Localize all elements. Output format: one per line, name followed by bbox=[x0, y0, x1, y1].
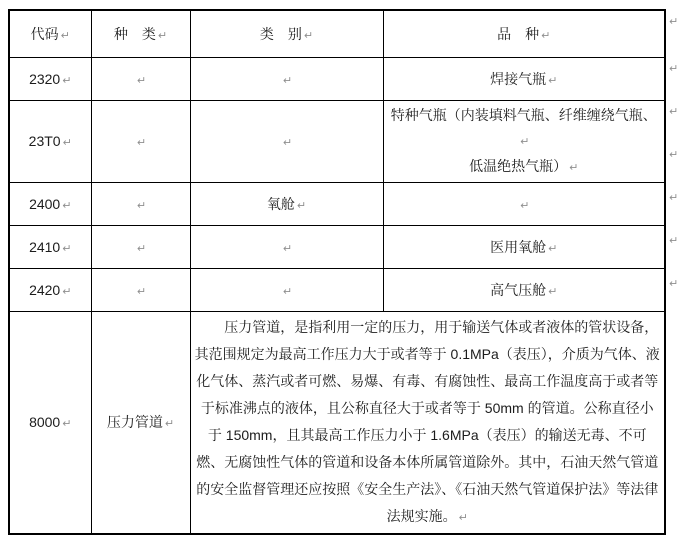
end-of-row-mark-icon: ↵ bbox=[669, 191, 679, 204]
code-value: 2320 bbox=[29, 70, 61, 87]
variety-line-1 bbox=[388, 103, 661, 154]
paragraph-mark-icon: ↵ bbox=[282, 241, 293, 255]
paragraph-mark-icon: ↵ bbox=[62, 417, 72, 430]
kind-value: 压力管道 bbox=[106, 414, 163, 430]
pressure-pipe-definition bbox=[195, 314, 661, 531]
category-value: 氧舱 bbox=[266, 195, 295, 212]
cell-variety bbox=[383, 225, 665, 268]
cell-variety bbox=[383, 57, 665, 100]
header-category-label: 类 别 bbox=[259, 25, 302, 42]
paragraph-mark-icon: ↵ bbox=[164, 417, 175, 430]
header-code bbox=[9, 10, 91, 57]
cell-kind bbox=[91, 311, 190, 534]
document-page bbox=[8, 9, 666, 535]
variety-line-2 bbox=[388, 154, 661, 180]
header-kind-label: 种 类 bbox=[113, 25, 156, 42]
variety-value: 特种气瓶（内装填料气瓶、纤维缠绕气瓶、 bbox=[390, 106, 657, 123]
code-value: 2400 bbox=[29, 195, 61, 212]
header-category bbox=[190, 10, 383, 57]
paragraph-mark-icon: ↵ bbox=[303, 28, 314, 42]
cell-kind-empty bbox=[91, 225, 190, 268]
cell-variety bbox=[383, 268, 665, 311]
paragraph-mark-icon: ↵ bbox=[520, 134, 530, 148]
paragraph-mark-icon: ↵ bbox=[62, 136, 72, 149]
cell-variety bbox=[383, 100, 665, 182]
cell-variety-empty bbox=[383, 182, 665, 225]
code-value: 8000 bbox=[29, 414, 61, 430]
table-row bbox=[9, 182, 665, 225]
paragraph-mark-icon: ↵ bbox=[541, 28, 551, 42]
cell-category-empty bbox=[190, 268, 383, 311]
cell-kind-empty bbox=[91, 182, 190, 225]
paragraph-mark-icon: ↵ bbox=[548, 284, 558, 298]
end-of-row-mark-icon: ↵ bbox=[669, 234, 679, 247]
table-row bbox=[9, 57, 665, 100]
paragraph-mark-icon: ↵ bbox=[520, 198, 530, 212]
variety-multiline bbox=[388, 103, 661, 180]
paragraph-mark-icon: ↵ bbox=[296, 198, 307, 212]
paragraph-mark-icon: ↵ bbox=[136, 136, 147, 149]
code-value: 2420 bbox=[29, 281, 61, 298]
cell-code bbox=[9, 268, 91, 311]
cell-code bbox=[9, 57, 91, 100]
table-header-row bbox=[9, 10, 665, 57]
paragraph-mark-icon: ↵ bbox=[62, 198, 72, 212]
paragraph-mark-icon: ↵ bbox=[136, 284, 147, 298]
paragraph-mark-icon: ↵ bbox=[136, 241, 147, 255]
paragraph-mark-icon: ↵ bbox=[62, 241, 72, 255]
end-of-row-mark-icon: ↵ bbox=[669, 277, 679, 290]
cell-code bbox=[9, 100, 91, 182]
paragraph-mark-icon: ↵ bbox=[569, 160, 579, 174]
paragraph-mark-icon: ↵ bbox=[548, 73, 558, 87]
cell-code bbox=[9, 225, 91, 268]
header-variety-label: 品 种 bbox=[497, 25, 540, 42]
variety-value: 低温绝热气瓶） bbox=[469, 157, 568, 174]
code-value: 2410 bbox=[29, 238, 61, 255]
end-of-row-mark-icon: ↵ bbox=[669, 62, 679, 75]
table-row-pressure-pipe bbox=[9, 311, 665, 534]
variety-value: 高气压舱 bbox=[490, 281, 547, 298]
cell-category bbox=[190, 182, 383, 225]
cell-kind-empty bbox=[91, 100, 190, 182]
paragraph-mark-icon: ↵ bbox=[282, 136, 293, 149]
header-code-label: 代码 bbox=[30, 25, 59, 42]
paragraph-mark-icon: ↵ bbox=[136, 198, 147, 212]
cell-category-empty bbox=[190, 100, 383, 182]
paragraph-mark-icon: ↵ bbox=[548, 241, 558, 255]
header-variety bbox=[383, 10, 665, 57]
variety-value: 医用氧舱 bbox=[490, 238, 547, 255]
table-row bbox=[9, 100, 665, 182]
table-row bbox=[9, 225, 665, 268]
cell-kind-empty bbox=[91, 268, 190, 311]
end-of-row-mark-icon: ↵ bbox=[669, 148, 679, 161]
header-kind bbox=[91, 10, 190, 57]
paragraph-mark-icon: ↵ bbox=[62, 73, 72, 87]
cell-code bbox=[9, 182, 91, 225]
description-text: 压力管道，是指利用一定的压力，用于输送气体或者液体的管状设备，其范围规定为最高工作压力大于或者等于 0.1MPa（表压），介质为气体、液化气体、蒸汽或者可燃、易爆、有毒、有腐蚀性、最高工作温度高于或者等于标准沸点的液体，且公称直径大于或者等于 50mm 的管道。公称直径小于 150mm，且其最高工作压力小于 1.6MPa（表压）的输送无毒、不可燃、无腐蚀性气体的管道和设备本体所属管道除外。其中，石油天然气管道的安全监督管理还应按照《安全生产法》、《石油天然气管道保护法》等法律法规实施。 bbox=[194, 318, 660, 524]
code-value: 23T0 bbox=[28, 133, 61, 149]
cell-kind-empty bbox=[91, 57, 190, 100]
paragraph-mark-icon: ↵ bbox=[62, 284, 72, 298]
end-of-row-mark-icon: ↵ bbox=[669, 105, 679, 118]
paragraph-mark-icon: ↵ bbox=[282, 284, 293, 298]
paragraph-mark-icon: ↵ bbox=[136, 73, 147, 87]
paragraph-mark-icon: ↵ bbox=[60, 28, 70, 42]
paragraph-mark-icon: ↵ bbox=[458, 510, 468, 524]
paragraph-mark-icon: ↵ bbox=[157, 28, 168, 42]
cell-category-empty bbox=[190, 225, 383, 268]
equipment-category-table bbox=[8, 9, 666, 535]
cell-description bbox=[190, 311, 665, 534]
cell-category-empty bbox=[190, 57, 383, 100]
end-of-row-mark-icon: ↵ bbox=[669, 15, 679, 28]
paragraph-mark-icon: ↵ bbox=[282, 73, 293, 87]
variety-value: 焊接气瓶 bbox=[490, 70, 547, 87]
cell-code bbox=[9, 311, 91, 534]
table-row bbox=[9, 268, 665, 311]
